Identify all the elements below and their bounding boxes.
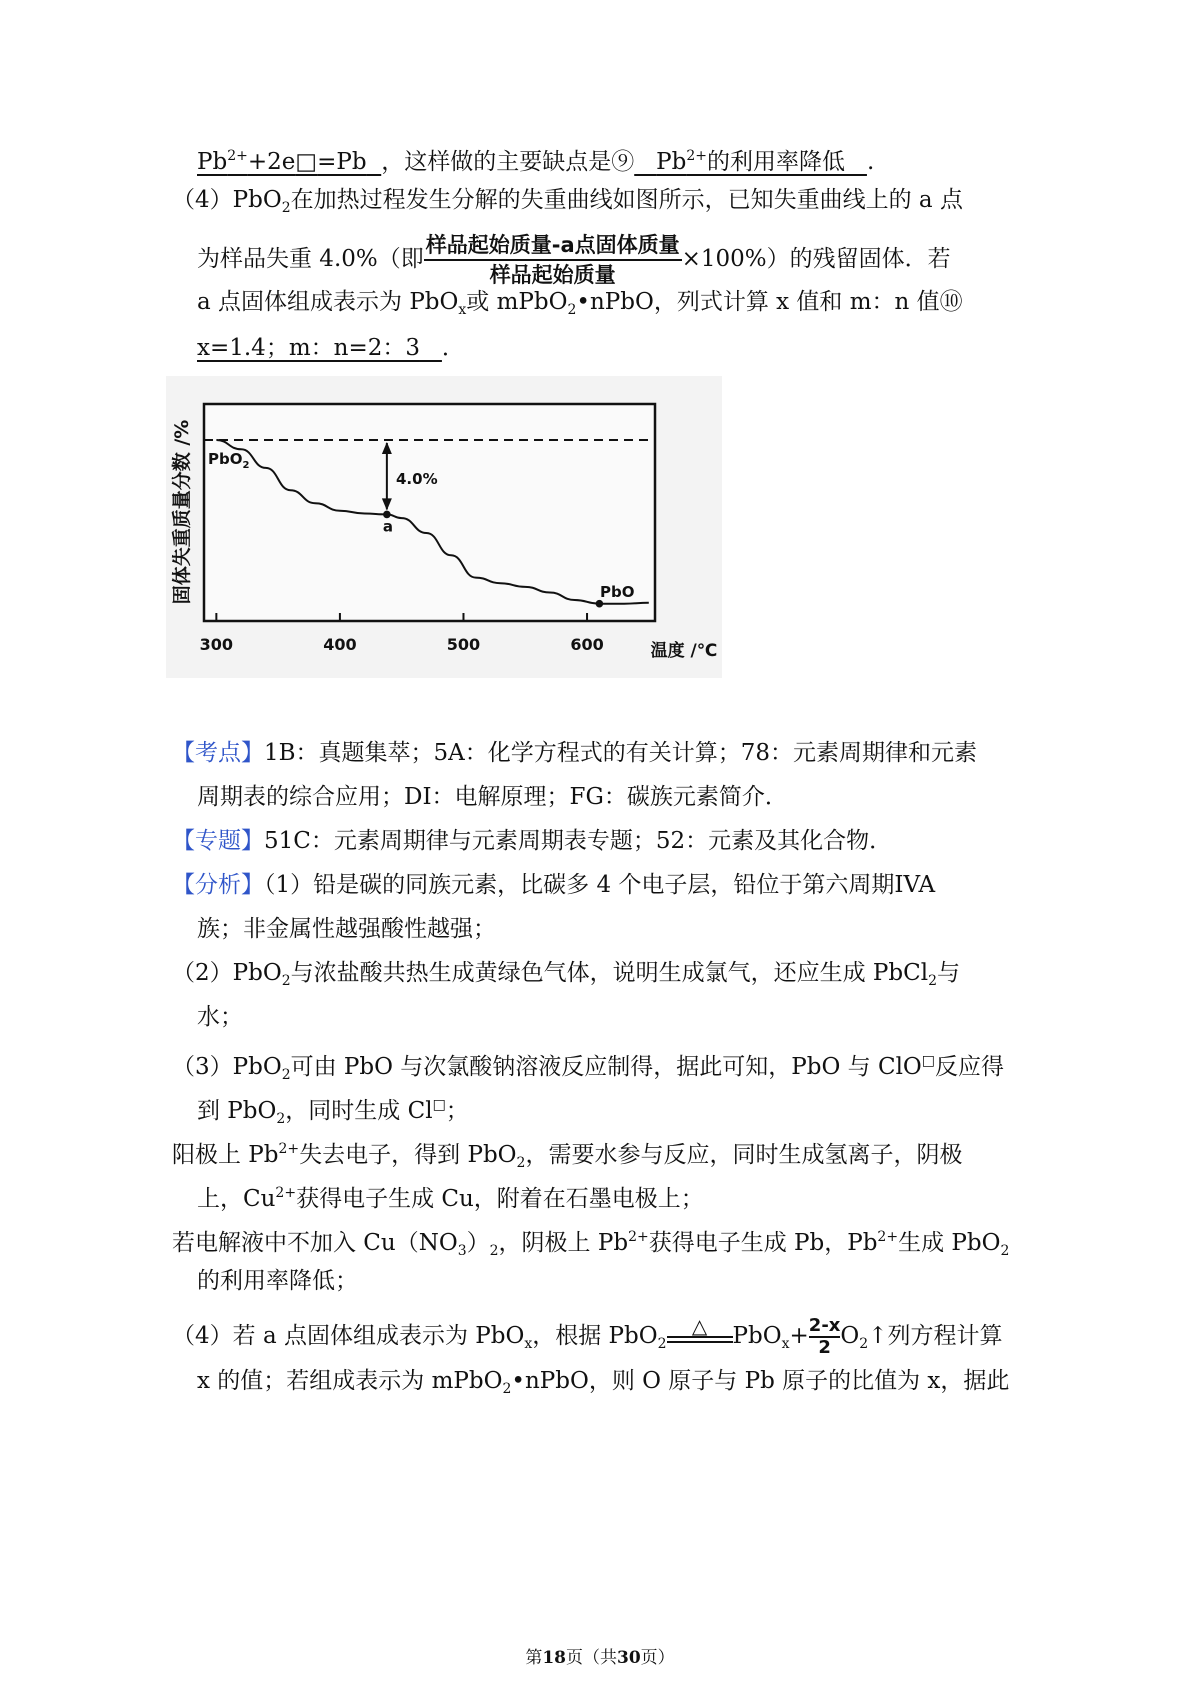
analysis-2-line1: （2）PbO$_2$与浓盐酸共热生成黄绿色气体，说明生成氯气，还应生成 PbCl$_2$与 (172, 960, 961, 989)
analysis-anode-line2: 上，$Cu^{2+}$获得电子生成 Cu，附着在石墨电极上； (197, 1185, 704, 1212)
y-axis-label: 固体失重质量分数 /% (171, 419, 193, 605)
zhuanti-line: 【专题】51C：元素周期律与元素周期表专题；52：元素及其化合物． (172, 828, 893, 854)
analysis-anode-line1: 阳极上 $Pb^{2+}$失去电子，得到 PbO$_2$，需要水参与反应，同时生成氢离子，阴极 (172, 1141, 963, 1171)
question-4-line1: （4）PbO$_2$在加热过程发生分解的失重曲线如图所示，已知失重曲线上的 a 点 (172, 187, 963, 216)
label-point-a: a (382, 517, 393, 536)
kaodian-line2: 周期表的综合应用；DI：电解原理；FG：碳族元素简介． (197, 784, 788, 810)
mass-loss-fraction: $\frac{\text{样品起始质量-a点固体质量}}{\text{样品起始质量}}$ (425, 233, 680, 287)
analysis-4-line2: x 的值；若组成表示为 mPbO$_2$•nPbO，则 O 原子与 Pb 原子的比值为 x，据此 (197, 1368, 1010, 1397)
label-pbo: PbO (600, 583, 635, 601)
analysis-4-line1: （4）若 a 点固体组成表示为 PbO$_x$，根据 PbO$_2$ △ PbO$_x$+ $\frac{2-x}{2}O_2↑$列方程计算 (172, 1313, 1003, 1358)
oxygen-coefficient-fraction: $\frac{2-x}{2}$ (808, 1315, 841, 1358)
answer-line-9: $Pb^{2+}+2e□=Pb$ ，这样做的主要缺点是⑨ $Pb^{2+}$的利用率降低 . (197, 148, 875, 175)
x-tick-label-400: 400 (323, 635, 357, 654)
x-tick-label-500: 500 (446, 635, 481, 654)
heating-equals-sign: △ (667, 1316, 733, 1343)
analysis-2-line2: 水； (197, 1004, 243, 1030)
analysis-cathode-line2: 的利用率降低； (197, 1268, 358, 1294)
analysis-3-line2: 到 PbO$_2$，同时生成 Cl□； (197, 1097, 469, 1127)
answer-line-10: x=1.4；m：n=2：3 ． (197, 335, 465, 361)
fenxi-line2: 族；非金属性越强酸性越强； (197, 916, 496, 942)
question-4-line3: a 点固体组成表示为 PbO$_x$或 mPbO$_2$•nPbO，列式计算 x 值和 m：n 值⑩ (197, 289, 963, 318)
plot-frame (204, 404, 655, 621)
page-footer: 第18页（共30页） (525, 1648, 675, 1668)
loss-label: 4.0% (396, 470, 438, 488)
x-axis-label: 温度 /℃ (650, 641, 718, 661)
analysis-cathode-line1: 若电解液中不加入 $Cu(NO_3)_2$，阴极上 $Pb^{2+}$获得电子生成 Pb，$Pb^{2+}$生成 PbO$_2$ (172, 1229, 1010, 1259)
kaodian-line1: 【考点】1B：真题集萃；5A：化学方程式的有关计算；78：元素周期律和元素 (172, 740, 978, 766)
x-tick-label-300: 300 (199, 635, 234, 654)
point-pbo (596, 600, 604, 608)
question-4-line2: 为样品失重 4.0%（即 $\frac{\text{样品起始质量-a点固体质量}}{\text{样品起始质量}}$ ×100%）的残留固体．若 (197, 233, 951, 287)
x-tick-label-600: 600 (570, 635, 604, 654)
fenxi-line1: 【分析】（1）铅是碳的同族元素，比碳多 4 个电子层，铅位于第六周期IVA (172, 872, 936, 898)
analysis-3-line1: （3）PbO$_2$可由 PbO 与次氯酸钠溶液反应制得，据此可知，PbO 与 ClO□反应得 (172, 1053, 1005, 1083)
label-pbo2: PbO$_2$ (208, 450, 250, 471)
